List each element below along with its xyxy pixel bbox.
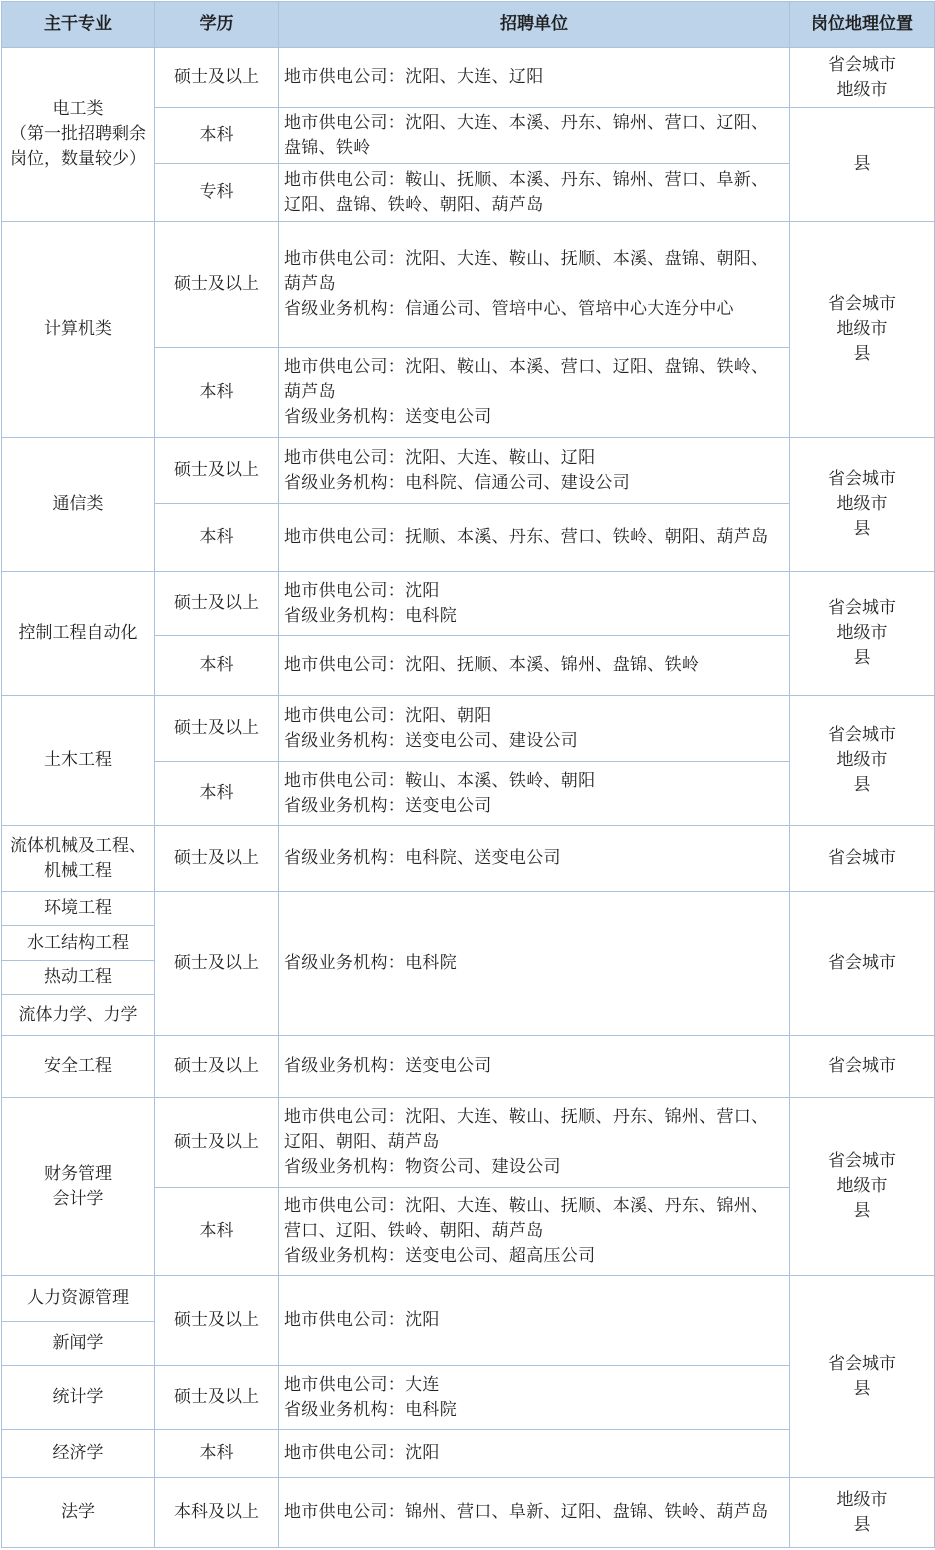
major-cell: 统计学 <box>2 1366 155 1430</box>
education-cell: 本科 <box>155 1188 279 1276</box>
employer-cell: 地市供电公司：沈阳、大连、鞍山、抚顺、本溪、盘锦、朝阳、葫芦岛 省级业务机构：信通公司、管培中心、管培中心大连分中心 <box>279 222 790 348</box>
major-cell: 计算机类 <box>2 222 155 438</box>
education-cell: 本科 <box>155 636 279 696</box>
employer-cell: 地市供电公司：鞍山、抚顺、本溪、丹东、锦州、营口、阜新、辽阳、盘锦、铁岭、朝阳、葫芦岛 <box>279 164 790 222</box>
location-cell: 省会城市 地级市 县 <box>790 572 935 696</box>
location-cell: 地级市 县 <box>790 1478 935 1548</box>
employer-cell: 地市供电公司：沈阳、抚顺、本溪、锦州、盘锦、铁岭 <box>279 636 790 696</box>
employer-cell: 地市供电公司：沈阳、朝阳 省级业务机构：送变电公司、建设公司 <box>279 696 790 762</box>
header-employer: 招聘单位 <box>279 2 790 48</box>
major-cell: 财务管理 会计学 <box>2 1098 155 1276</box>
header-major: 主干专业 <box>2 2 155 48</box>
education-cell: 硕士及以上 <box>155 1366 279 1430</box>
employer-cell: 地市供电公司：沈阳 <box>279 1276 790 1366</box>
table-row <box>2 1478 935 1548</box>
major-cell: 法学 <box>2 1478 155 1548</box>
employer-cell: 地市供电公司：沈阳 省级业务机构：电科院 <box>279 572 790 636</box>
major-cell: 土木工程 <box>2 696 155 826</box>
education-cell: 硕士及以上 <box>155 826 279 892</box>
employer-cell: 地市供电公司：鞍山、本溪、铁岭、朝阳 省级业务机构：送变电公司 <box>279 762 790 826</box>
major-cell: 流体力学、力学 <box>2 995 155 1036</box>
location-cell: 省会城市 地级市 县 <box>790 696 935 826</box>
employer-cell: 地市供电公司：沈阳、大连、鞍山、抚顺、本溪、丹东、锦州、营口、辽阳、铁岭、朝阳、葫芦岛 省级业务机构：送变电公司、超高压公司 <box>279 1188 790 1276</box>
major-cell: 环境工程 <box>2 892 155 926</box>
recruitment-table <box>1 1 935 1548</box>
education-cell: 硕士及以上 <box>155 892 279 1036</box>
education-cell: 本科及以上 <box>155 1478 279 1548</box>
major-cell: 人力资源管理 <box>2 1276 155 1322</box>
table-row <box>2 222 935 348</box>
table-row <box>2 48 935 108</box>
table-row <box>2 1276 935 1322</box>
education-cell: 本科 <box>155 504 279 572</box>
education-cell: 硕士及以上 <box>155 48 279 108</box>
employer-cell: 地市供电公司：沈阳、大连、鞍山、抚顺、丹东、锦州、营口、辽阳、朝阳、葫芦岛 省级业务机构：物资公司、建设公司 <box>279 1098 790 1188</box>
header-row <box>2 2 935 48</box>
location-cell: 省会城市 <box>790 1036 935 1098</box>
location-cell: 省会城市 县 <box>790 1276 935 1478</box>
employer-cell: 地市供电公司：抚顺、本溪、丹东、营口、铁岭、朝阳、葫芦岛 <box>279 504 790 572</box>
major-cell: 热动工程 <box>2 961 155 995</box>
education-cell: 硕士及以上 <box>155 1276 279 1366</box>
education-cell: 硕士及以上 <box>155 222 279 348</box>
table-row <box>2 572 935 636</box>
major-cell: 流体机械及工程、机械工程 <box>2 826 155 892</box>
major-cell: 水工结构工程 <box>2 926 155 961</box>
employer-cell: 地市供电公司：沈阳、大连、本溪、丹东、锦州、营口、辽阳、盘锦、铁岭 <box>279 108 790 164</box>
employer-cell: 地市供电公司：沈阳、大连、辽阳 <box>279 48 790 108</box>
employer-cell: 地市供电公司：沈阳、大连、鞍山、辽阳 省级业务机构：电科院、信通公司、建设公司 <box>279 438 790 504</box>
major-cell: 经济学 <box>2 1430 155 1478</box>
employer-cell: 地市供电公司：沈阳 <box>279 1430 790 1478</box>
table-row <box>2 438 935 504</box>
employer-cell: 地市供电公司：锦州、营口、阜新、辽阳、盘锦、铁岭、葫芦岛 <box>279 1478 790 1548</box>
education-cell: 本科 <box>155 348 279 438</box>
education-cell: 专科 <box>155 164 279 222</box>
major-cell: 电工类 （第一批招聘剩余岗位，数量较少） <box>2 48 155 222</box>
table-row <box>2 1036 935 1098</box>
education-cell: 本科 <box>155 762 279 826</box>
major-cell: 控制工程自动化 <box>2 572 155 696</box>
location-cell: 省会城市 地级市 县 <box>790 222 935 438</box>
location-cell: 省会城市 地级市 县 <box>790 438 935 572</box>
employer-cell: 省级业务机构：电科院、送变电公司 <box>279 826 790 892</box>
employer-cell: 省级业务机构：电科院 <box>279 892 790 1036</box>
location-cell: 县 <box>790 108 935 222</box>
education-cell: 硕士及以上 <box>155 1098 279 1188</box>
table-row <box>2 826 935 892</box>
employer-cell: 地市供电公司：沈阳、鞍山、本溪、营口、辽阳、盘锦、铁岭、葫芦岛 省级业务机构：送变电公司 <box>279 348 790 438</box>
header-education: 学历 <box>155 2 279 48</box>
location-cell: 省会城市 <box>790 826 935 892</box>
employer-cell: 地市供电公司：大连 省级业务机构：电科院 <box>279 1366 790 1430</box>
location-cell: 省会城市 地级市 <box>790 48 935 108</box>
table-row <box>2 696 935 762</box>
major-cell: 通信类 <box>2 438 155 572</box>
table-row <box>2 1098 935 1188</box>
education-cell: 硕士及以上 <box>155 438 279 504</box>
major-cell: 新闻学 <box>2 1322 155 1366</box>
education-cell: 硕士及以上 <box>155 572 279 636</box>
location-cell: 省会城市 地级市 县 <box>790 1098 935 1276</box>
header-location: 岗位地理位置 <box>790 2 935 48</box>
education-cell: 本科 <box>155 1430 279 1478</box>
education-cell: 硕士及以上 <box>155 696 279 762</box>
major-cell: 安全工程 <box>2 1036 155 1098</box>
employer-cell: 省级业务机构：送变电公司 <box>279 1036 790 1098</box>
location-cell: 省会城市 <box>790 892 935 1036</box>
table-row <box>2 892 935 926</box>
education-cell: 本科 <box>155 108 279 164</box>
education-cell: 硕士及以上 <box>155 1036 279 1098</box>
